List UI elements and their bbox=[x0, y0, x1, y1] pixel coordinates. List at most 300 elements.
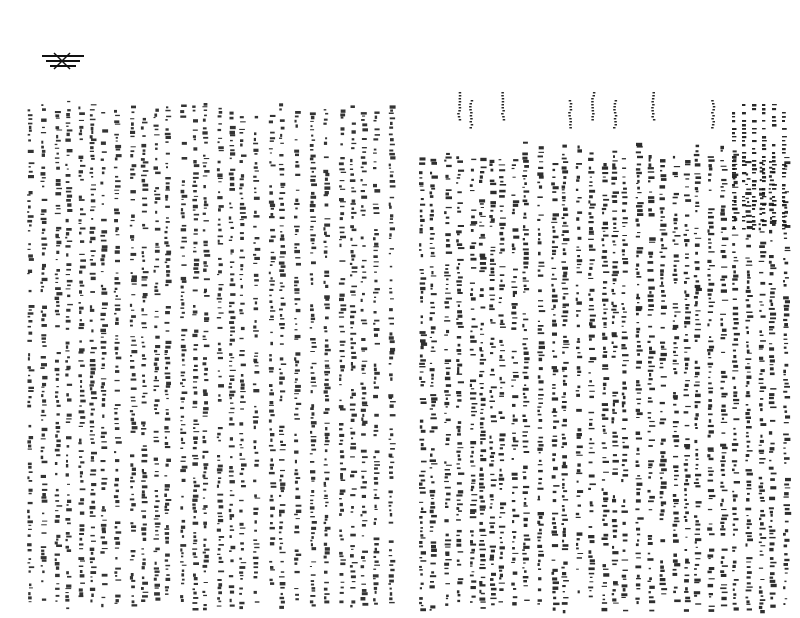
scan-mark bbox=[479, 496, 483, 499]
scan-mark bbox=[311, 125, 313, 127]
scan-mark bbox=[480, 262, 486, 265]
scan-mark bbox=[470, 246, 475, 249]
scan-mark bbox=[708, 156, 714, 158]
scan-mark bbox=[708, 425, 714, 427]
scan-mark bbox=[695, 538, 701, 541]
scan-mark bbox=[623, 470, 628, 472]
scan-mark bbox=[182, 185, 185, 186]
scan-mark bbox=[203, 127, 207, 129]
scan-mark bbox=[470, 544, 476, 546]
scan-mark bbox=[42, 248, 46, 250]
scan-mark bbox=[390, 433, 393, 436]
scan-mark bbox=[708, 509, 712, 510]
scan-mark bbox=[613, 400, 619, 403]
scan-mark bbox=[742, 104, 745, 106]
scan-mark bbox=[470, 127, 473, 129]
scan-mark bbox=[762, 212, 765, 214]
scan-mark bbox=[470, 504, 476, 506]
scan-mark bbox=[553, 305, 556, 309]
scan-mark bbox=[523, 142, 528, 144]
scan-mark bbox=[165, 509, 170, 511]
scan-mark bbox=[733, 561, 737, 564]
scan-mark bbox=[613, 218, 617, 221]
scan-mark bbox=[79, 199, 85, 201]
scan-mark bbox=[770, 420, 775, 422]
scan-mark bbox=[325, 395, 329, 397]
scan-mark bbox=[217, 437, 219, 439]
scan-mark bbox=[733, 391, 737, 393]
scan-mark bbox=[523, 546, 529, 549]
scan-mark bbox=[552, 572, 555, 575]
scan-mark bbox=[100, 258, 104, 261]
scan-mark bbox=[742, 124, 746, 127]
scan-mark bbox=[193, 552, 196, 555]
scan-mark bbox=[310, 503, 313, 504]
scan-mark bbox=[66, 274, 70, 275]
scan-mark bbox=[218, 427, 223, 429]
scan-mark bbox=[553, 374, 556, 376]
scan-mark bbox=[253, 359, 257, 362]
scan-mark bbox=[684, 321, 690, 324]
scan-mark bbox=[512, 500, 516, 502]
scan-mark bbox=[513, 200, 519, 203]
scan-mark bbox=[311, 196, 317, 199]
scan-mark bbox=[636, 255, 638, 257]
scan-mark bbox=[490, 447, 493, 450]
scan-mark bbox=[782, 224, 787, 226]
scan-mark bbox=[721, 186, 724, 188]
scan-mark bbox=[269, 371, 273, 373]
scan-mark bbox=[56, 422, 59, 424]
scan-mark bbox=[785, 521, 789, 523]
scan-mark bbox=[42, 345, 46, 347]
scan-mark bbox=[294, 440, 298, 443]
scan-mark bbox=[66, 460, 68, 463]
scan-mark bbox=[524, 376, 529, 379]
scan-mark bbox=[578, 146, 580, 149]
scan-mark bbox=[470, 575, 474, 577]
scan-mark bbox=[324, 275, 329, 277]
scan-mark bbox=[708, 311, 713, 313]
scan-mark bbox=[295, 382, 297, 383]
scan-mark bbox=[324, 482, 326, 485]
scan-mark bbox=[91, 199, 96, 202]
scan-mark bbox=[769, 497, 775, 501]
scan-mark bbox=[523, 441, 529, 443]
scan-mark bbox=[66, 418, 71, 419]
scan-mark bbox=[325, 218, 331, 219]
scan-mark bbox=[513, 204, 518, 207]
scan-mark bbox=[203, 440, 207, 443]
scan-mark bbox=[430, 227, 434, 230]
scan-mark bbox=[479, 598, 485, 601]
scan-mark bbox=[457, 113, 460, 115]
scan-mark bbox=[563, 296, 566, 299]
scan-mark bbox=[746, 245, 751, 248]
scan-mark bbox=[115, 193, 119, 194]
scan-mark bbox=[612, 551, 618, 554]
scan-mark bbox=[538, 496, 540, 499]
scan-mark bbox=[431, 541, 437, 543]
scan-mark bbox=[324, 142, 327, 145]
scan-mark bbox=[783, 391, 787, 393]
scan-mark bbox=[674, 336, 679, 339]
scan-mark bbox=[350, 428, 353, 429]
scan-mark bbox=[203, 489, 206, 491]
scan-mark bbox=[480, 294, 484, 297]
scan-mark bbox=[636, 268, 639, 270]
scan-mark bbox=[603, 510, 609, 513]
scan-mark bbox=[217, 274, 219, 275]
scan-mark bbox=[239, 500, 244, 501]
scan-mark bbox=[759, 403, 763, 406]
scan-mark bbox=[419, 162, 425, 165]
scan-mark bbox=[489, 163, 492, 166]
scan-mark bbox=[742, 160, 745, 162]
scan-mark bbox=[165, 437, 167, 439]
scan-mark bbox=[390, 197, 394, 199]
scan-mark bbox=[589, 412, 595, 414]
scan-mark bbox=[143, 425, 145, 427]
scan-mark bbox=[155, 283, 158, 285]
scan-mark bbox=[131, 122, 134, 125]
scan-mark bbox=[513, 269, 518, 271]
scan-mark bbox=[577, 371, 581, 373]
scan-mark bbox=[270, 433, 274, 436]
scan-mark bbox=[444, 390, 449, 393]
scan-mark bbox=[623, 588, 626, 591]
scan-mark bbox=[512, 306, 516, 309]
scan-mark bbox=[90, 434, 95, 435]
scan-mark bbox=[230, 126, 236, 129]
scan-mark bbox=[524, 570, 527, 573]
scan-mark bbox=[41, 146, 44, 149]
scan-mark bbox=[230, 140, 233, 141]
scan-mark bbox=[551, 278, 557, 280]
scan-mark bbox=[603, 383, 607, 386]
scan-mark bbox=[602, 602, 607, 604]
scan-mark bbox=[325, 365, 329, 368]
scan-mark bbox=[470, 530, 474, 532]
scan-mark bbox=[420, 560, 426, 562]
scan-mark bbox=[734, 579, 739, 581]
scan-mark bbox=[79, 405, 82, 406]
scan-mark bbox=[155, 197, 160, 200]
scan-mark bbox=[270, 132, 275, 134]
scan-mark bbox=[142, 255, 144, 257]
scan-mark bbox=[784, 233, 787, 235]
scan-mark bbox=[673, 395, 678, 398]
scan-mark bbox=[537, 603, 540, 604]
scan-mark bbox=[295, 408, 298, 410]
scan-mark bbox=[229, 311, 235, 314]
scan-mark bbox=[458, 421, 461, 424]
scan-mark bbox=[661, 216, 665, 218]
scan-mark bbox=[499, 164, 505, 165]
scan-mark bbox=[430, 214, 434, 217]
scan-mark bbox=[446, 384, 451, 387]
scan-mark bbox=[649, 347, 652, 351]
scan-mark bbox=[446, 244, 450, 247]
scan-mark bbox=[649, 610, 654, 612]
scan-mark bbox=[747, 519, 751, 522]
scan-mark bbox=[339, 443, 343, 445]
scan-mark bbox=[500, 433, 506, 436]
scan-mark bbox=[576, 455, 582, 456]
scan-mark bbox=[661, 481, 667, 484]
scan-mark bbox=[612, 432, 616, 434]
scan-mark bbox=[204, 368, 208, 371]
scan-mark bbox=[324, 588, 328, 591]
scan-mark bbox=[193, 597, 198, 599]
scan-mark bbox=[271, 389, 273, 391]
scan-mark bbox=[708, 216, 714, 219]
scan-mark bbox=[204, 292, 207, 294]
scan-mark bbox=[41, 387, 44, 388]
scan-mark bbox=[101, 285, 103, 288]
scan-mark bbox=[613, 155, 615, 158]
scan-mark bbox=[551, 222, 557, 223]
scan-mark bbox=[310, 209, 314, 212]
scan-mark bbox=[311, 584, 314, 586]
scan-mark bbox=[90, 387, 92, 390]
scan-mark bbox=[420, 425, 423, 428]
scan-mark bbox=[552, 577, 557, 580]
scan-mark bbox=[115, 437, 121, 439]
scan-mark bbox=[588, 273, 591, 276]
scan-mark bbox=[430, 394, 436, 396]
scan-mark bbox=[502, 101, 505, 103]
scan-mark bbox=[218, 240, 220, 243]
scan-mark bbox=[577, 255, 580, 257]
scan-mark bbox=[180, 469, 186, 472]
scan-mark bbox=[270, 310, 275, 312]
scan-mark bbox=[80, 538, 83, 541]
scan-mark bbox=[374, 261, 379, 262]
scan-mark bbox=[67, 195, 72, 198]
scan-mark bbox=[143, 118, 146, 121]
scan-mark bbox=[770, 486, 776, 489]
scan-mark bbox=[759, 493, 762, 495]
scan-mark bbox=[42, 461, 48, 464]
scan-mark bbox=[352, 229, 357, 232]
scan-mark bbox=[673, 534, 677, 537]
scan-mark bbox=[685, 549, 688, 551]
scan-mark bbox=[782, 192, 787, 194]
scan-mark bbox=[270, 499, 274, 502]
scan-mark bbox=[79, 223, 82, 224]
scan-mark bbox=[420, 359, 426, 361]
scan-mark bbox=[154, 475, 158, 477]
scan-mark bbox=[389, 602, 395, 603]
scan-mark bbox=[661, 282, 663, 285]
scan-mark bbox=[79, 112, 85, 115]
scan-mark bbox=[782, 216, 786, 218]
scan-mark bbox=[613, 403, 615, 407]
scan-mark bbox=[115, 305, 121, 307]
scan-mark bbox=[67, 285, 71, 287]
scan-mark bbox=[142, 284, 148, 286]
scan-mark bbox=[732, 156, 737, 159]
scan-mark bbox=[499, 583, 505, 584]
scan-mark bbox=[524, 451, 530, 453]
scan-mark bbox=[29, 332, 33, 335]
scan-mark bbox=[661, 233, 667, 236]
scan-mark bbox=[502, 116, 505, 118]
scan-mark bbox=[79, 327, 84, 329]
scan-mark bbox=[552, 384, 555, 386]
scan-mark bbox=[661, 486, 667, 489]
scan-mark bbox=[131, 279, 137, 283]
scan-mark bbox=[538, 560, 541, 563]
scan-mark bbox=[361, 237, 364, 240]
scan-mark bbox=[217, 529, 221, 532]
scan-mark bbox=[784, 462, 786, 464]
scan-mark bbox=[747, 345, 749, 348]
scan-mark bbox=[771, 303, 774, 306]
scan-mark bbox=[28, 525, 31, 526]
scan-mark bbox=[637, 294, 639, 297]
scan-mark bbox=[747, 295, 753, 297]
scan-mark bbox=[375, 116, 377, 119]
scan-mark bbox=[312, 412, 315, 415]
scan-mark bbox=[762, 168, 765, 171]
scan-mark bbox=[65, 518, 70, 521]
scan-mark bbox=[254, 543, 260, 544]
scan-mark bbox=[115, 282, 121, 285]
scan-mark bbox=[588, 221, 593, 223]
scan-mark bbox=[202, 455, 204, 458]
scan-mark bbox=[296, 190, 300, 191]
scan-mark bbox=[373, 153, 377, 154]
scan-mark bbox=[524, 203, 529, 206]
scan-mark bbox=[538, 306, 543, 307]
scan-mark bbox=[141, 175, 147, 177]
scan-mark bbox=[421, 334, 427, 336]
scan-mark bbox=[470, 336, 475, 339]
scan-mark bbox=[673, 363, 679, 364]
scan-mark bbox=[612, 241, 615, 243]
scan-mark bbox=[637, 284, 639, 285]
scan-mark bbox=[621, 479, 623, 482]
scan-mark bbox=[280, 251, 286, 254]
scan-mark bbox=[218, 394, 220, 396]
scan-mark bbox=[591, 101, 594, 103]
scan-mark bbox=[431, 401, 436, 403]
scan-mark bbox=[115, 595, 120, 598]
scan-mark bbox=[28, 516, 30, 519]
scan-mark bbox=[512, 164, 516, 166]
scan-mark bbox=[673, 465, 678, 468]
scan-mark bbox=[524, 352, 529, 356]
scan-mark bbox=[732, 192, 736, 193]
scan-mark bbox=[339, 162, 344, 165]
scan-mark bbox=[280, 441, 283, 443]
scan-mark bbox=[281, 444, 286, 446]
scan-mark bbox=[42, 383, 46, 386]
scan-mark bbox=[732, 168, 737, 170]
scan-mark bbox=[390, 266, 392, 268]
scan-mark bbox=[784, 563, 789, 566]
scan-mark bbox=[339, 298, 344, 301]
scan-mark bbox=[721, 597, 726, 600]
scan-mark bbox=[115, 308, 120, 311]
scan-mark bbox=[589, 361, 594, 363]
scan-mark bbox=[430, 454, 433, 457]
scan-mark bbox=[42, 399, 46, 402]
scan-mark bbox=[193, 592, 196, 595]
scan-mark bbox=[771, 473, 777, 475]
scan-mark bbox=[141, 126, 144, 129]
scan-mark bbox=[660, 459, 666, 463]
scan-mark bbox=[431, 448, 435, 450]
scan-mark bbox=[100, 182, 103, 185]
scan-mark bbox=[203, 175, 208, 176]
scan-mark bbox=[590, 559, 595, 562]
scan-mark bbox=[500, 502, 506, 505]
scan-mark bbox=[562, 352, 565, 354]
scan-mark bbox=[131, 379, 137, 381]
scan-mark bbox=[661, 306, 667, 309]
scan-mark bbox=[660, 264, 664, 266]
scan-mark bbox=[90, 124, 94, 126]
scan-mark bbox=[648, 167, 654, 169]
scan-mark bbox=[193, 369, 198, 371]
scan-mark bbox=[489, 441, 493, 443]
scan-mark bbox=[281, 593, 283, 595]
scan-mark bbox=[745, 366, 750, 369]
scan-mark bbox=[491, 564, 494, 566]
scan-mark bbox=[79, 232, 82, 235]
scan-mark bbox=[471, 580, 476, 582]
scan-mark bbox=[562, 267, 568, 270]
scan-mark bbox=[90, 241, 92, 244]
scan-mark bbox=[649, 577, 652, 580]
scan-mark bbox=[351, 105, 355, 108]
scan-mark bbox=[552, 397, 558, 400]
scan-mark bbox=[770, 179, 774, 181]
scan-mark bbox=[430, 195, 434, 198]
scan-mark bbox=[636, 297, 640, 299]
scan-mark bbox=[218, 500, 223, 503]
scan-mark bbox=[457, 399, 461, 402]
scan-mark bbox=[623, 243, 628, 246]
scan-mark bbox=[230, 403, 233, 404]
scan-mark bbox=[155, 148, 158, 150]
scan-mark bbox=[340, 232, 345, 234]
scan-mark bbox=[165, 418, 171, 421]
scan-mark bbox=[551, 257, 553, 259]
scan-mark bbox=[325, 436, 328, 439]
scan-mark bbox=[143, 559, 146, 561]
scan-mark bbox=[55, 325, 60, 327]
scan-mark bbox=[648, 279, 654, 282]
scan-mark bbox=[240, 183, 244, 186]
scan-mark bbox=[499, 288, 503, 290]
scan-mark bbox=[229, 412, 235, 413]
scan-mark bbox=[673, 203, 677, 205]
scan-mark bbox=[280, 335, 283, 337]
scan-mark bbox=[563, 340, 569, 343]
scan-mark bbox=[280, 597, 285, 599]
scan-mark bbox=[56, 230, 60, 231]
scan-mark bbox=[254, 464, 258, 467]
scan-mark bbox=[116, 318, 119, 322]
scan-mark bbox=[563, 534, 566, 537]
scan-mark bbox=[241, 155, 247, 157]
scan-mark bbox=[254, 572, 258, 574]
scan-mark bbox=[90, 259, 93, 261]
